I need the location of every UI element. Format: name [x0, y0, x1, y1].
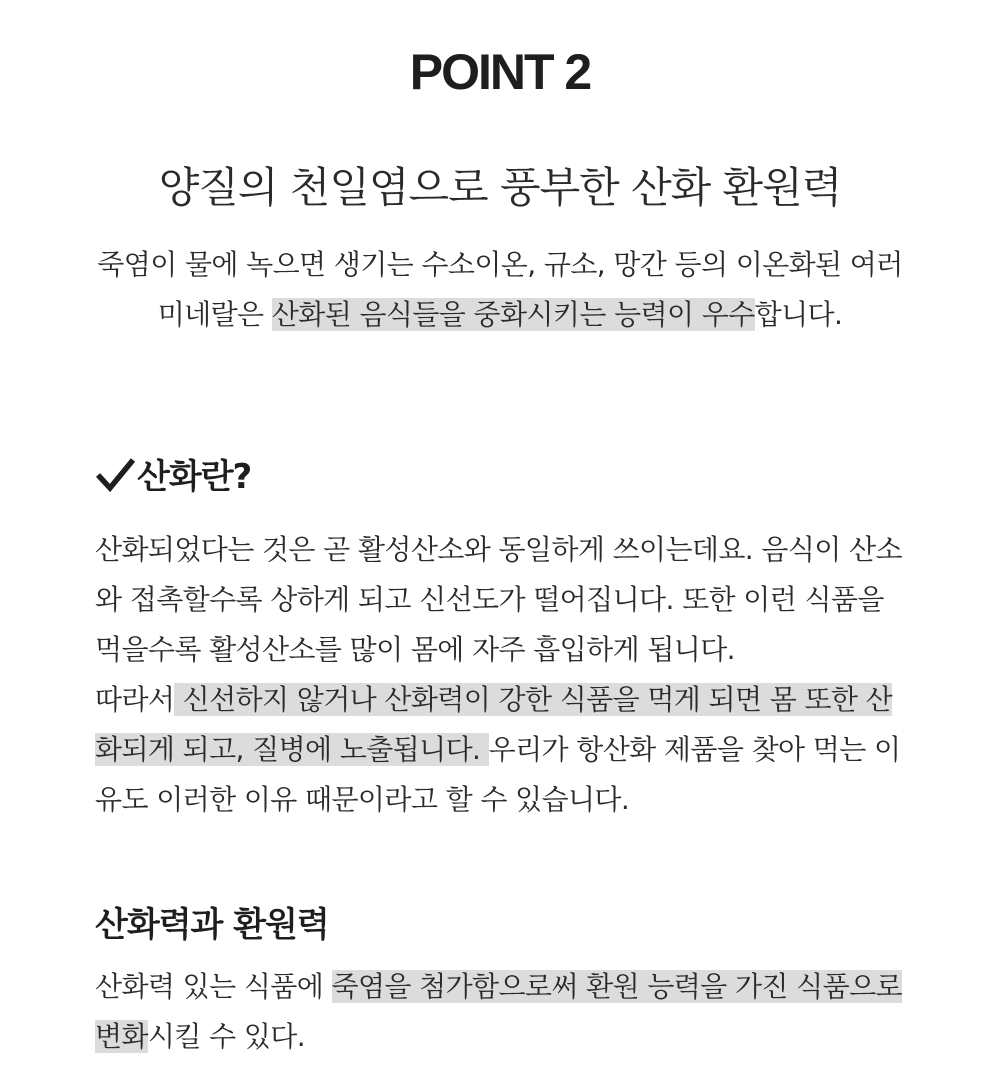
section-redox-text	[95, 962, 905, 1062]
intro-paragraph	[60, 240, 940, 340]
redox-text-post: 시킬 수 있다.	[147, 1020, 306, 1053]
section-oxidation-heading	[95, 452, 251, 502]
redox-highlight: 죽염을 첨가함으로써 환원 능력을 가진 식품으로 변화	[95, 970, 902, 1053]
section-oxidation-title: 산화란?	[137, 457, 252, 497]
intro-line-2-pre: 미네랄은	[157, 298, 272, 331]
section-redox-heading: 산화력과 환원력	[95, 905, 329, 945]
oxidation-text-b-pre: 따라서	[95, 683, 175, 716]
intro-line-1: 죽염이 물에 녹으면 생기는 수소이온, 규소, 망간 등의 이온화된 여러	[97, 248, 903, 281]
oxidation-text-b-post: 우리가 항산화 제품을 찾아 먹는 이유도 이러한 이유 때문이라고 할 수 있습니다.	[95, 733, 901, 816]
oxidation-text-a: 산화되었다는 것은 곧 활성산소와 동일하게 쓰이는데요. 음식이 산소와 접촉할수록 상하게 되고 신선도가 떨어집니다. 또한 이런 식품을 먹을수록 활성산소를 많이 몸에 자주 흡입하게 됩니다.	[95, 533, 902, 666]
section-oxidation-text	[95, 525, 905, 825]
oxidation-text-b	[95, 675, 905, 825]
intro-line-2	[60, 290, 940, 340]
intro-line-2-post: 합니다.	[754, 298, 843, 331]
redox-text-pre: 산화력 있는 식품에	[95, 970, 332, 1003]
headline: 양질의 천일염으로 풍부한 산화 환원력	[158, 163, 842, 212]
point-title: POINT 2	[409, 44, 591, 100]
oxidation-highlight: 신선하지 않거나 산화력이 강한 식품을 먹게 되면 몸 또한 산화되게 되고, 질병에 노출됩니다.	[95, 683, 893, 766]
checkmark-icon	[95, 457, 135, 493]
intro-highlight: 산화된 음식들을 중화시키는 능력이 우수	[271, 298, 755, 331]
